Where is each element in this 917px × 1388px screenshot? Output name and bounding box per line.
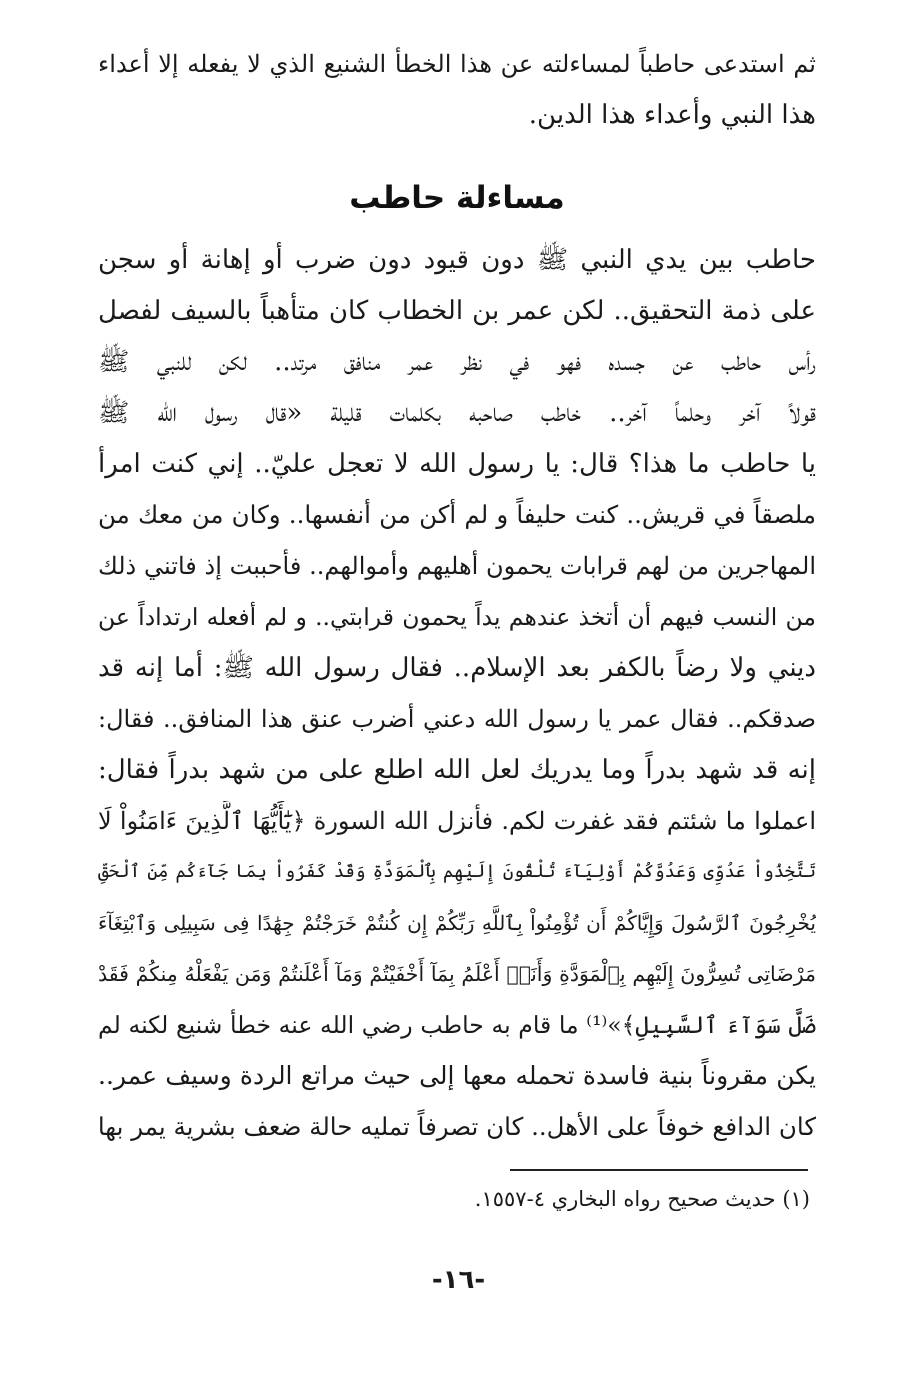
body-line: المهاجرين من لهم قرابات يحمون أهليهم وأموالهم.. فأحببت إذ فاتني ذلك [98, 552, 816, 580]
body-line: اعملوا ما شئتم فقد غفرت لكم. فأنزل الله السورة ﴿يَٰٓأَيُّهَا ٱلَّذِينَ ءَامَنُواْ لَا [98, 807, 816, 835]
body-line: من النسب فيهم أن أتخذ عندهم يداً يحمون قرابتي.. و لم أفعله ارتداداً عن [98, 603, 816, 631]
body-line: قولاً آخر وحلماً آخر.. خاطب صاحبه بكلمات قليلة «قال رسول الله ﷺ [98, 398, 816, 428]
section-title: مساءلة حاطب [349, 180, 565, 216]
body-line: يا حاطب ما هذا؟ قال: يا رسول الله لا تعجل عليّ.. إني كنت امرأ [98, 449, 816, 479]
body-line: كان الدافع خوفاً على الأهل.. كان تصرفاً تمليه حالة ضعف بشرية يمر بها [98, 1112, 816, 1141]
body-line: على ذمة التحقيق.. لكن عمر بن الخطاب كان متأهباً بالسيف لفصل [98, 296, 816, 326]
footnote-divider [510, 1169, 808, 1171]
body-line: حاطب بين يدي النبي ﷺ دون قيود دون ضرب أو إهانة أو سجن [98, 245, 816, 275]
body-line: ملصقاً في قريش.. كنت حليفاً و لم أكن من أنفسها.. وكان من معك من [98, 500, 816, 529]
intro-line-1: ثم استدعى حاطباً لمساءلته عن هذا الخطأ الشنيع الذي لا يفعله إلا أعداء [98, 50, 816, 78]
body-line: ضَلَّ سَوَآءَ ٱلسَّبِيلِ﴾»⁽¹⁾ ما قام به حاطب رضي الله عنه خطأ شنيع لكنه لم [98, 1011, 816, 1039]
body-line: ديني ولا رضاً بالكفر بعد الإسلام.. فقال رسول الله ﷺ: أما إنه قد [98, 653, 816, 683]
footnote: (١) حديث صحيح رواه البخاري ٤-١٥٥٧. [474, 1187, 810, 1211]
quran-verse-line: مَرْضَاتِى تُسِرُّونَ إِلَيْهِم بِٱلْمَوَدَّةِ وَأَنَا۠ أَعْلَمُ بِمَآ أَخْفَيْتُمْ وَمَآ أَعْلَنتُمْ وَمَن يَفْعَلْهُ مِنكُمْ فَقَدْ [98, 962, 816, 986]
intro-line-2: هذا النبي وأعداء هذا الدين. [528, 100, 816, 130]
page-number: -١٦- [431, 1265, 486, 1295]
body-line: إنه قد شهد بدراً وما يدريك لعل الله اطلع على من شهد بدراً فقال: [98, 755, 816, 785]
quran-verse-line: تَتَّخِذُواْ عَدُوِّى وَعَدُوَّكُمْ أَوْلِيَآءَ تُلْقُونَ إِلَيْهِم بِٱلْمَوَدَّةِ وَقَدْ كَفَرُواْ بِمَا جَآءَكُم مِّنَ ٱلْحَقِّ [98, 861, 816, 882]
body-line: صدقكم.. فقال عمر يا رسول الله دعني أضرب عنق هذا المنافق.. فقال: [98, 705, 816, 733]
body-line: رأس حاطب عن جسده فهو في نظر عمر منافق مرتد.. لكن للنبي ﷺ [98, 347, 816, 377]
body-line: يكن مقروناً بنية فاسدة تحمله معها إلى حيث مراتع الردة وسيف عمر.. [98, 1061, 816, 1090]
quran-verse-line: يُخْرِجُونَ ٱلرَّسُولَ وَإِيَّاكُمْ أَن تُؤْمِنُواْ بِٱللَّهِ رَبِّكُمْ إِن كُنتُمْ خَرَجْتُمْ جِهَٰدًا فِى سَبِيلِى وَٱبْتِغَآءَ [98, 911, 816, 935]
